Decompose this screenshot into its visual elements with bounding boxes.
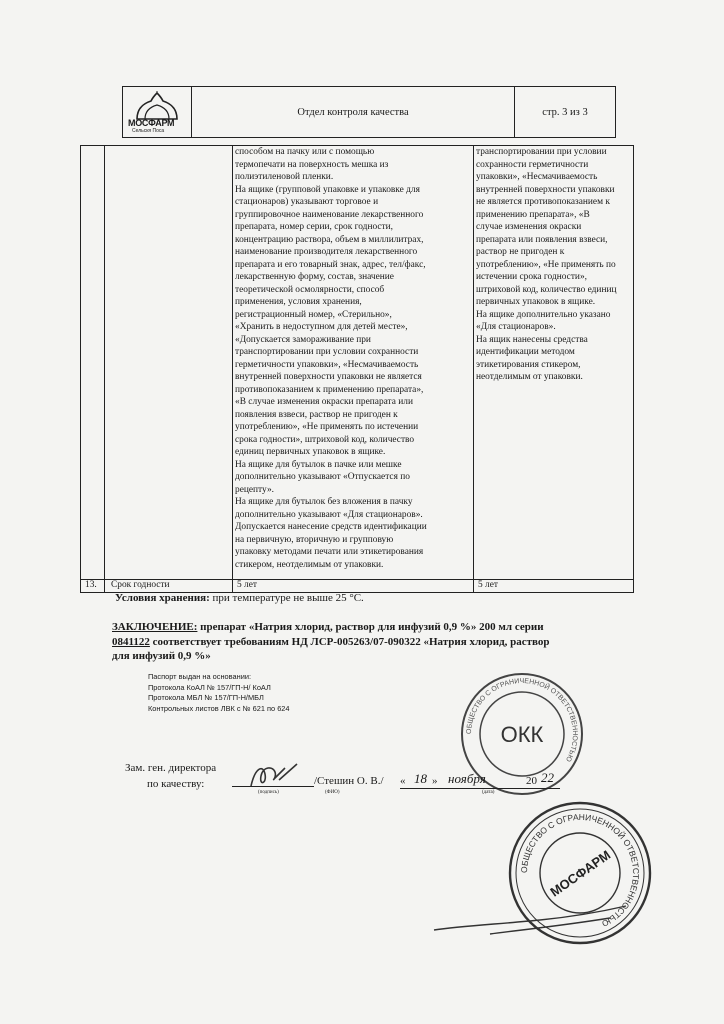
basis-line: Контрольных листов ЛВК с № 621 по 624 xyxy=(148,703,290,713)
row-parameter: Срок годности xyxy=(111,580,170,590)
date-year: 22 xyxy=(541,770,554,785)
storage-value: при температуре не выше 25 °С. xyxy=(209,592,364,604)
stamp-ring-text: ОБЩЕСТВО С ОГРАНИЧЕННОЙ ОТВЕТСТВЕННОСТЬЮ xyxy=(518,811,642,929)
department-name: Отдел контроля качества xyxy=(297,106,409,118)
date-line xyxy=(400,788,560,789)
date-open-quote: « xyxy=(400,775,406,787)
conclusion-text-1: препарат «Натрия хлорид, раствор для инфузий 0,9 %» 200 мл серии xyxy=(197,621,544,633)
column-divider xyxy=(232,146,233,592)
date-month: ноября xyxy=(448,771,486,786)
stamp-center-text: ОКК xyxy=(500,722,544,747)
basis-line: Протокола КоАЛ № 157/ГП-Н/ КоАЛ xyxy=(148,682,271,692)
row-result: 5 лет xyxy=(478,580,498,590)
conclusion-text-3: для инфузий 0,9 %» xyxy=(112,650,211,662)
company-logo xyxy=(123,87,192,137)
page-number: стр. 3 из 3 xyxy=(514,87,615,137)
conclusion-label: ЗАКЛЮЧЕНИЕ: xyxy=(112,621,198,633)
document-header xyxy=(122,86,616,138)
stamp-center-text: МОСФАРМ xyxy=(547,847,614,900)
date-close-quote: » xyxy=(432,775,438,787)
requirements-cell: способом на пачку или с помощью термопечати на поверхность мешка из полиэтиленовой пленки. На ящике (групповой упаковке и упаковке для стационаров) указывают торговое и группировочное наименование лекарственного препарата, номер серии, срок годности, концентрацию раствора, объем в миллилитрах, наименование производителя лекарственного препарата и его товарный знак, адрес, тел/факс, лекарственную форму, состав, значение теоретической осмолярности, способ применения, условия хранения, регистрационный номер, «Стерильно», «Хранить в недоступном для детей месте», «Допускается замораживание при транспортировании при условии сохранности герметичности упаковки», «Несмачиваемость внутренней поверхности упаковки не является противопоказанием к применению препарата», «В случае изменения окраски препарата или появления взвеси, раствор не пригоден к употреблению», «Не применять по истечении срока годности», штриховой код, количество единиц первичных упаковок в ящике. На ящике для бутылок в пачке или мешке дополнительно указывают «Отпускается по рецепту». На ящике для бутылок без вложения в пачку дополнительно указывают «Для стационаров». Допускается нанесение средств идентификации на первичную, вторичную и групповую упаковку методами печати или этикетирования стикером, неотделимым от упаковки. xyxy=(235,147,427,570)
stamp-ring-text: ОБЩЕСТВО С ОГРАНИЧЕННОЙ ОТВЕТСТВЕННОСТЬЮ xyxy=(465,677,579,763)
date-day: 18 xyxy=(414,771,427,786)
caption-date: (дата) xyxy=(482,790,495,795)
basis-title: Паспорт выдан на основании: xyxy=(148,672,251,681)
date-year-prefix: 20 xyxy=(526,775,537,787)
conclusion xyxy=(112,620,632,664)
column-divider xyxy=(104,146,105,592)
results-cell: транспортировании при условии сохранности герметичности упаковки», «Несмачиваемость внутренней поверхности упаковки не является противопоказанием к применению препарата», «В случае изменения окраски препарата или появления взвеси, раствор не пригоден к употреблению», «Не применять по истечении срока годности», штриховой код, количество единиц первичных упаковок в ящике. На ящике дополнительно указано «Для стационаров». На ящик нанесены средства идентификации методом этикетирования стикером, неотделимым от упаковки. xyxy=(476,147,617,382)
storage-conditions xyxy=(115,592,364,604)
series-number: 0841122 xyxy=(112,635,150,648)
storage-label: Условия хранения: xyxy=(115,592,210,604)
signer-name: /Стешин О. В./ xyxy=(314,775,384,787)
signature-block xyxy=(125,760,216,792)
pen-stroke xyxy=(430,900,630,945)
caption-name: (ФИО) xyxy=(325,790,340,795)
specification-table xyxy=(80,145,634,593)
logo-subtext: Сельскя Поса xyxy=(132,128,165,134)
row-number: 13. xyxy=(85,580,97,590)
handwritten-signature xyxy=(245,760,305,792)
row-requirement: 5 лет xyxy=(237,580,257,590)
signer-role: Зам. ген. директора xyxy=(125,762,217,774)
caption-signature: (подпись) xyxy=(258,790,279,795)
signer-role: по качеству: xyxy=(147,778,205,790)
conclusion-text-2: соответствует требованиям НД ЛСР-005263/07-090322 «Натрия хлорид, раствор xyxy=(149,635,550,648)
dome-icon xyxy=(131,91,183,121)
issue-basis xyxy=(148,672,290,714)
basis-line: Протокола МБЛ № 157/ГП-Н/МБЛ xyxy=(148,693,264,703)
logo-text: МОСФАРМ xyxy=(128,118,175,128)
